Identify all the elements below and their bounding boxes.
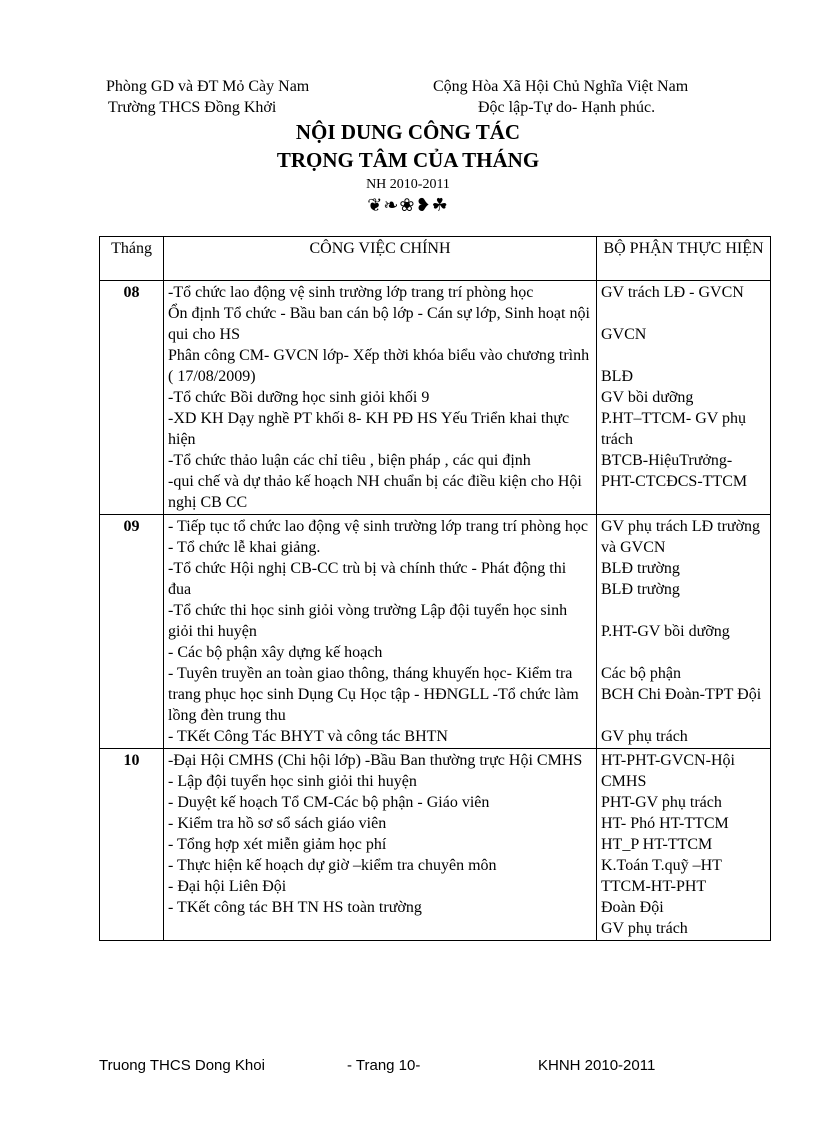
work-item: - Đại hội Liên Đội [168, 878, 287, 895]
work-item: - TKết Công Tác BHYT và công tác BHTN [168, 728, 448, 745]
school-year: NH 2010-2011 [366, 177, 450, 192]
work-item: Ổn định Tổ chức - Bầu ban cán bộ lớp - Cán sự lớp, Sinh hoạt nội qui cho HS [168, 305, 590, 343]
header-resp: BỘ PHẬN THỰC HIỆN [597, 237, 771, 281]
responsible-item: Các bộ phận [601, 665, 681, 682]
work-item: - Tiếp tục tổ chức lao động vệ sinh trường lớp trang trí phòng học [168, 518, 588, 535]
responsible-item: P.HT–TTCM- GV phụ trách [601, 410, 747, 448]
responsible-item: GV phụ trách [601, 920, 688, 937]
header-republic: Cộng Hòa Xã Hội Chủ Nghĩa Việt Nam [433, 78, 689, 95]
footer-page-number: - Trang 10- [347, 1057, 421, 1074]
work-item: -Tổ chức Bồi dưỡng học sinh giỏi khối 9 [168, 389, 430, 406]
responsible-item [601, 642, 766, 663]
responsible-item: HT_P HT-TTCM [601, 836, 713, 853]
responsible-item: TTCM-HT-PHT [601, 878, 707, 895]
header-motto: Độc lập-Tự do- Hạnh phúc. [478, 99, 656, 116]
header-department: Phòng GD và ĐT Mỏ Cày Nam [106, 78, 310, 95]
responsible-cell [597, 749, 771, 941]
responsible-item: BLĐ [601, 368, 633, 385]
footer-plan-year: KHNH 2010-2011 [538, 1057, 656, 1074]
responsible-item: PHT-GV phụ trách [601, 794, 722, 811]
responsible-cell [597, 515, 771, 749]
work-item: - Lập đội tuyển học sinh giỏi thi huyện [168, 773, 417, 790]
table-body [100, 281, 771, 941]
responsible-item: GV trách LĐ - GVCN [601, 284, 744, 301]
responsible-item: BLĐ trường [601, 581, 680, 598]
header-school: Trường THCS Đồng Khởi [108, 99, 277, 116]
table-row [100, 281, 771, 515]
work-item: - Tổ chức lễ khai giảng. [168, 539, 321, 556]
responsible-item [601, 345, 766, 366]
responsible-item: BCH Chi Đoàn-TPT Đội [601, 686, 762, 703]
work-item: - Duyệt kế hoạch Tổ CM-Các bộ phận - Giáo viên [168, 794, 490, 811]
page-title-line2: TRỌNG TÂM CỦA THÁNG [276, 148, 540, 172]
header-work: CÔNG VIỆC CHÍNH [164, 237, 597, 281]
work-item: -XD KH Dạy nghề PT khối 8- KH PĐ HS Yếu Triển khai thực hiện [168, 410, 570, 448]
month-cell: 09 [100, 515, 164, 749]
footer-school: Truong THCS Dong Khoi [99, 1057, 265, 1074]
responsible-item: GV phụ trách [601, 728, 688, 745]
work-item: - Các bộ phận xây dựng kế hoạch [168, 644, 383, 661]
work-item: -Tổ chức thi học sinh giỏi vòng trường Lập đội tuyển học sinh giỏi thi huyện [168, 602, 568, 640]
work-item: - Kiểm tra hồ sơ sổ sách giáo viên [168, 815, 387, 832]
responsible-item: K.Toán T.quỹ –HT [601, 857, 722, 874]
work-item: - Tổng hợp xét miễn giảm học phí [168, 836, 387, 853]
work-cell [164, 749, 597, 941]
work-item: -Đại Hội CMHS (Chi hội lớp) -Bầu Ban thường trực Hội CMHS [168, 752, 583, 769]
responsible-cell [597, 281, 771, 515]
responsible-item: P.HT-GV bồi dưỡng [601, 623, 730, 640]
work-item: -Tổ chức thảo luận các chỉ tiêu , biện pháp , các qui định [168, 452, 531, 469]
responsible-item [601, 303, 766, 324]
responsible-item [601, 600, 766, 621]
responsible-item: GV bồi dưỡng [601, 389, 694, 406]
work-cell [164, 281, 597, 515]
responsible-item: BLĐ trường [601, 560, 680, 577]
work-item: -Tổ chức lao động vệ sinh trường lớp trang trí phòng học [168, 284, 534, 301]
responsible-item: BTCB-HiệuTrưởng-PHT-CTCĐCS-TTCM [601, 452, 748, 490]
responsible-item: HT-PHT-GVCN-Hội CMHS [601, 752, 735, 790]
work-item: Phân công CM- GVCN lớp- Xếp thời khóa biểu vào chương trình ( 17/08/2009) [168, 347, 590, 385]
table-row [100, 515, 771, 749]
responsible-item: Đoàn Đội [601, 899, 664, 916]
header-month: Tháng [100, 237, 164, 281]
work-item: -Tổ chức Hội nghị CB-CC trù bị và chính thức - Phát động thi đua [168, 560, 567, 598]
work-item: - Thực hiện kế hoạch dự giờ –kiểm tra chuyên môn [168, 857, 497, 874]
responsible-item: GV phụ trách LĐ trường và GVCN [601, 518, 761, 556]
responsible-item: HT- Phó HT-TTCM [601, 815, 729, 832]
responsible-item: GVCN [601, 326, 647, 343]
page-title-line1: NỘI DUNG CÔNG TÁC [295, 120, 521, 144]
work-plan-table [99, 236, 771, 941]
month-cell: 08 [100, 281, 164, 515]
work-item: -qui chế và dự thảo kế hoạch NH chuẩn bị các điều kiện cho Hội nghị CB CC [168, 473, 582, 511]
work-item: - TKết công tác BH TN HS toàn trường [168, 899, 422, 916]
table-header-row [100, 237, 771, 281]
responsible-item [601, 705, 766, 726]
table-row [100, 749, 771, 941]
work-item: - Tuyên truyền an toàn giao thông, tháng khuyến học- Kiểm tra trang phục học sinh Dụng Cụ Học tập - HĐNGLL -Tổ chức làm lồng đèn trung thu [168, 665, 579, 724]
month-cell: 10 [100, 749, 164, 941]
ornament-divider: ❦❧❀❥☘ [367, 195, 449, 215]
work-cell [164, 515, 597, 749]
